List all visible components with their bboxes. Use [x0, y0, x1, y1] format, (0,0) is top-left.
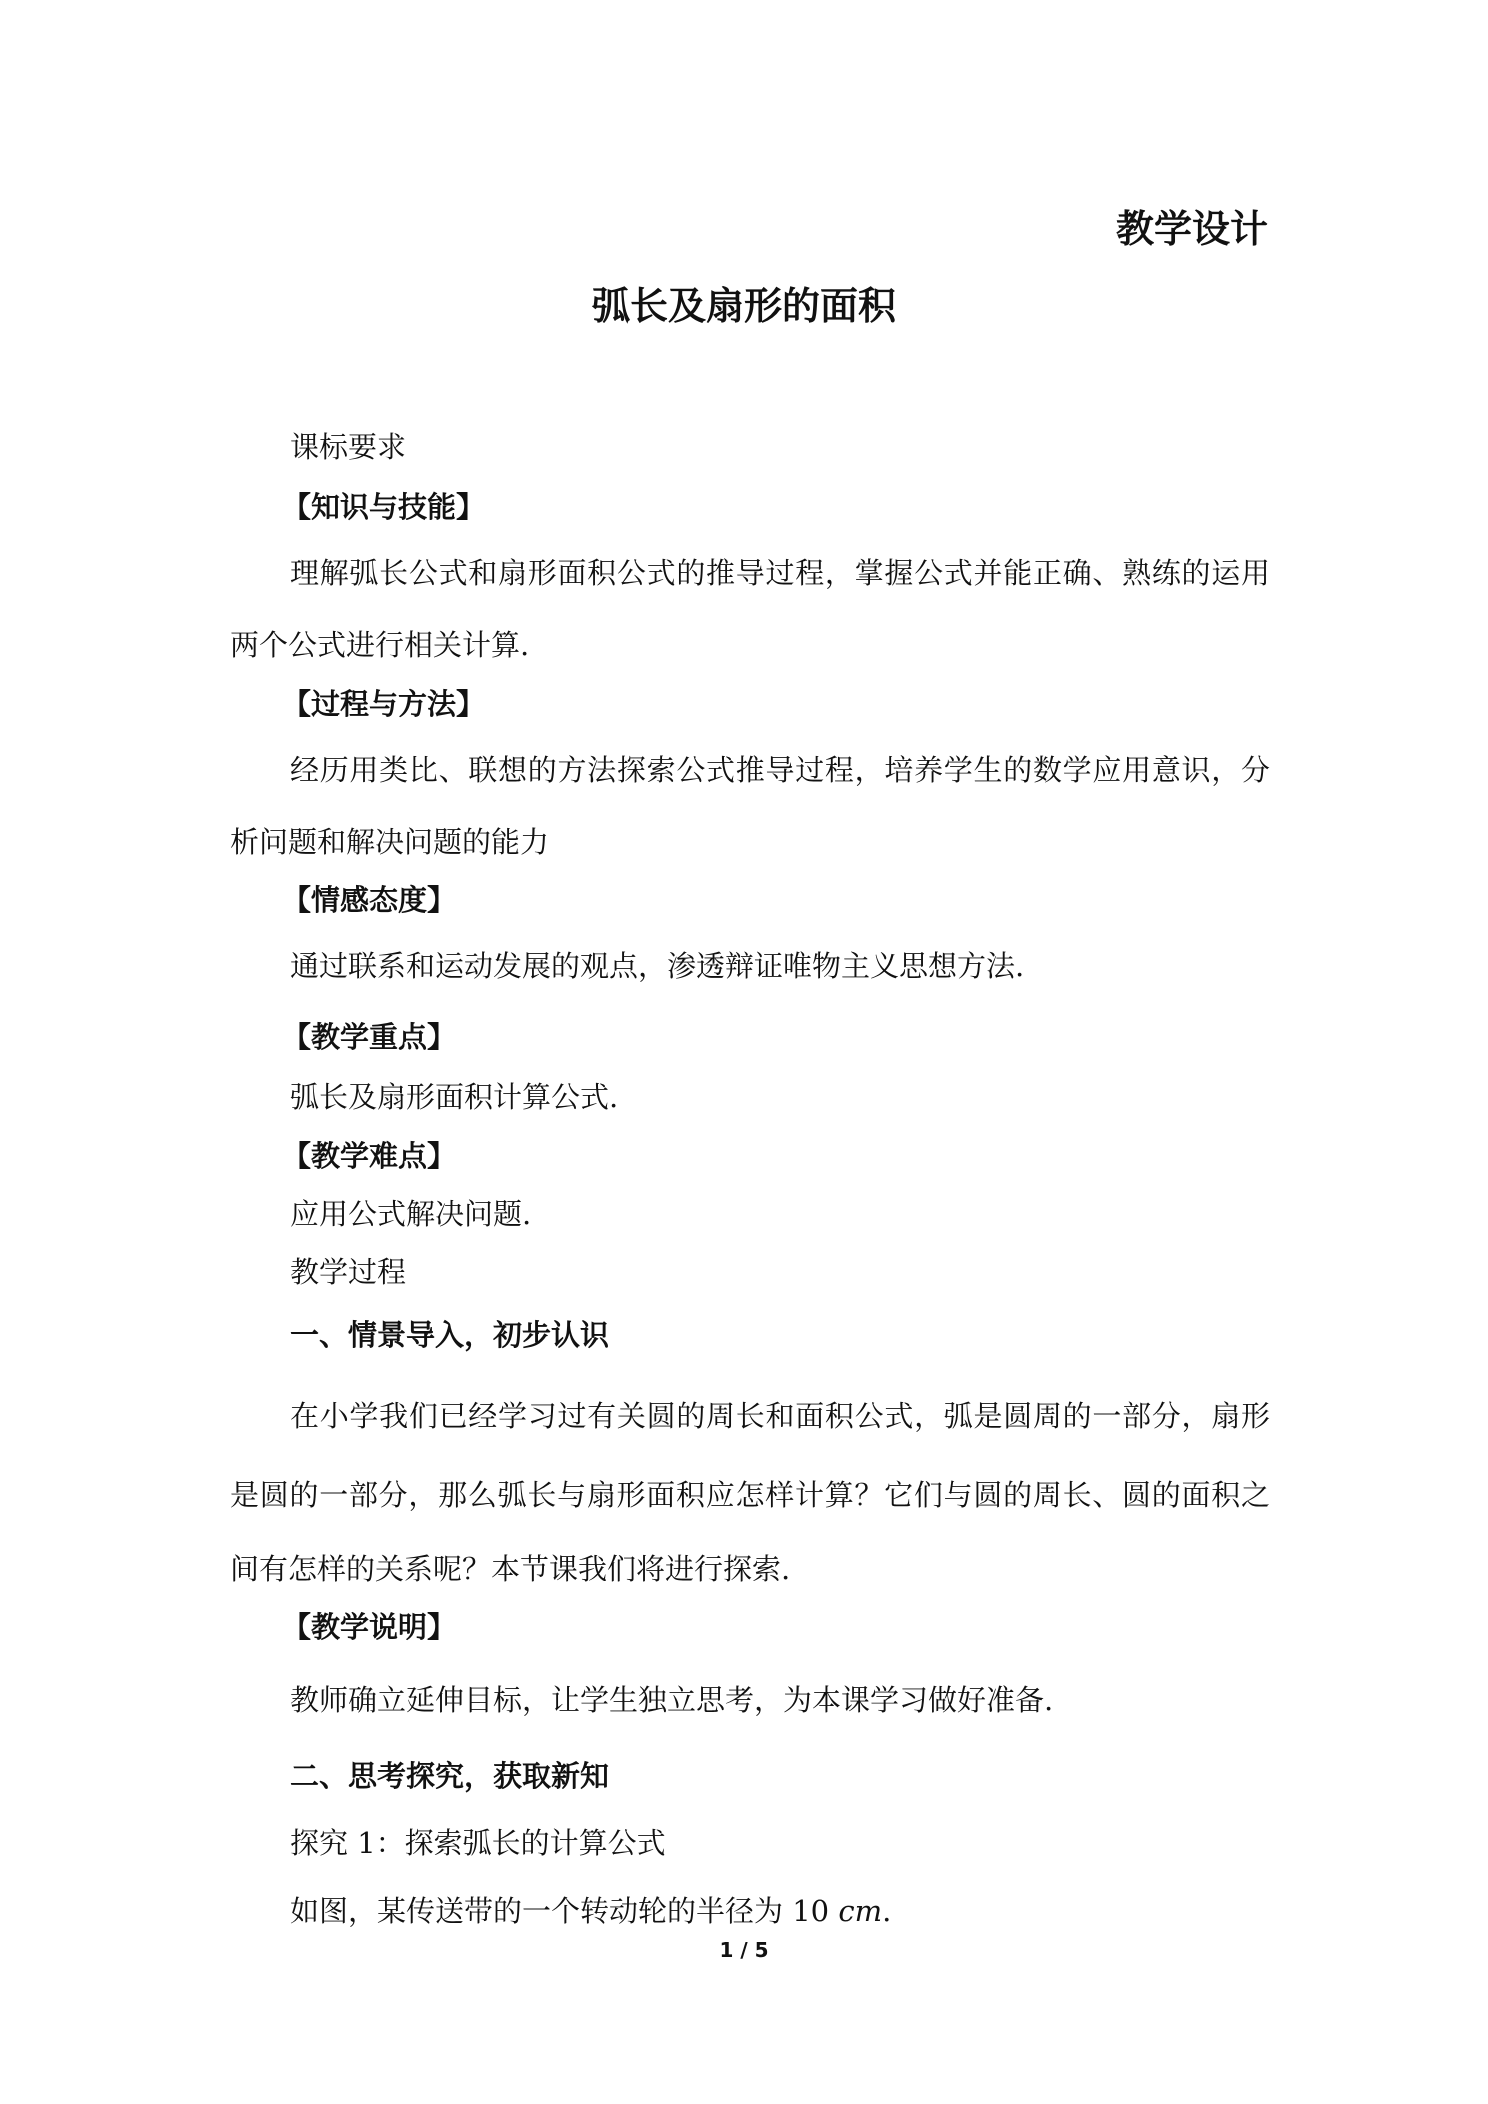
knowledge-skills-text-line2: 两个公式进行相关计算.: [230, 628, 530, 662]
process-methods-text-line1: 经历用类比、联想的方法探索公式推导过程，培养学生的数学应用意识，分: [290, 753, 1270, 787]
process-methods-heading: 【过程与方法】: [282, 687, 486, 721]
teaching-focus-text: 弧长及扇形面积计算公式.: [290, 1080, 619, 1114]
teaching-note-heading: 【教学说明】: [282, 1610, 457, 1644]
emotion-attitude-heading: 【情感态度】: [282, 883, 457, 917]
teaching-focus-heading: 【教学重点】: [282, 1020, 457, 1054]
unit-cm: cm: [838, 1894, 883, 1928]
page-number: 1 / 5: [719, 1938, 769, 1962]
exploration1-text-main: 如图，某传送带的一个转动轮的半径为 10: [290, 1894, 839, 1928]
exploration1-heading: 探究 1：探索弧长的计算公式: [290, 1826, 666, 1860]
exploration1-text: [290, 1891, 891, 1931]
part1-text-line3: 间有怎样的关系呢？本节课我们将进行探索.: [230, 1552, 791, 1586]
knowledge-skills-text-line1: 理解弧长公式和扇形面积公式的推导过程，掌握公式并能正确、熟练的运用: [290, 556, 1270, 590]
part1-text-line2: 是圆的一部分，那么弧长与扇形面积应怎样计算？它们与圆的周长、圆的面积之: [230, 1478, 1270, 1512]
part1-heading: 一、情景导入，初步认识: [290, 1318, 610, 1352]
teaching-difficulty-heading: 【教学难点】: [282, 1139, 457, 1173]
exploration1-text-end: .: [882, 1894, 892, 1928]
knowledge-skills-heading: 【知识与技能】: [282, 490, 486, 524]
emotion-attitude-text: 通过联系和运动发展的观点，渗透辩证唯物主义思想方法.: [290, 949, 1025, 983]
part1-text-line1: 在小学我们已经学习过有关圆的周长和面积公式，弧是圆周的一部分，扇形: [290, 1399, 1270, 1433]
part2-heading: 二、思考探究，获取新知: [290, 1759, 610, 1793]
curriculum-requirements-heading: 课标要求: [290, 430, 407, 464]
document-title: 弧长及扇形的面积: [591, 284, 896, 328]
teaching-process-heading: 教学过程: [290, 1255, 407, 1289]
teaching-difficulty-text: 应用公式解决问题.: [290, 1197, 532, 1231]
document-type-label: 教学设计: [1115, 207, 1268, 251]
process-methods-text-line2: 析问题和解决问题的能力: [230, 825, 550, 859]
teaching-note-text: 教师确立延伸目标，让学生独立思考，为本课学习做好准备.: [290, 1683, 1054, 1717]
